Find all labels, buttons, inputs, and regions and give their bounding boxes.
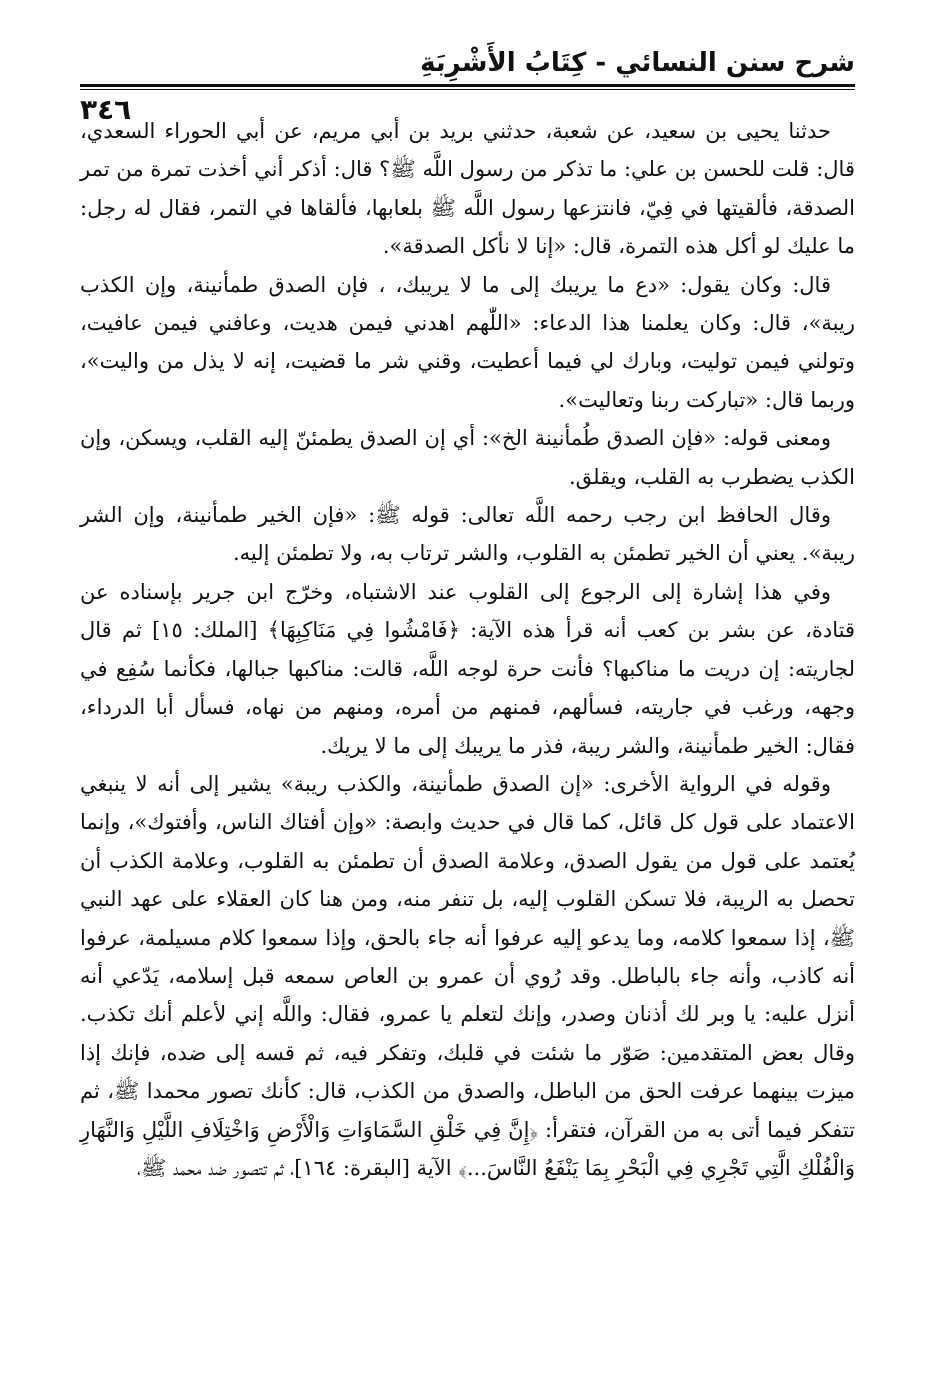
paragraph-dua: قال: وكان يقول: «دع ما يريبك إلى ما لا يريبك، ، فإن الصدق طمأنينة، وإن الكذب ريبة»، قال: وكان يعلمنا هذا الدعاء: «اللّٰهم اهدني فيمن هديت، وعافني فيمن عافيت، وتولني فيمن توليت، وبارك لي فيما أعطيت، وقني شر ما قضيت، إنه لا يذل من واليت»، وربما قال: «تباركت ربنا وتعاليت». <box>80 272 855 412</box>
running-header <box>80 40 855 126</box>
paragraph-other-narration: وقوله في الرواية الأخرى: «إن الصدق طمأنينة، والكذب ريبة» يشير إلى أنه لا ينبغي الاعتماد على قول كل قائل، كما قال في حديث وابصة: «وإن أفتاك الناس، وأفتوك»، وإنما يُعتمد على قول من يقول الصدق، وعلامة الصدق أن تطمئن به القلوب، وعلامة الكذب أن تحصل به الريبة، فلا تسكن القلوب إليه، بل تنفر منه، ومن هنا كان العقلاء على عهد النبي ﷺ، إذا سمعوا كلامه، وما يدعو إليه عرفوا أنه جاء بالحق، وإذا سمعوا كلام مسيلمة، عرفوا أنه كاذب، وأنه جاء بالباطل. وقد رُوي أن عمرو بن العاص سمعه قبل إسلامه، يَدّعي أنه أنزل عليه: يا وبر لك أذنان وصدر، وإنك لتعلم يا عمرو، فقال: واللَّه إني لأعلم أنك تكذب. وقال بعض المتقدمين: صَوّر ما شئت في قلبك، وتفكر فيه، ثم قسه إلى ضده، فإنك إذا ميزت بينهما عرفت الحق من الباطل، والصدق من الكذب، قال: كأنك تصور محمدا ﷺ، ثم تتفكر فيما أتى به من القرآن، فتقرأ: ﴿إِنَّ فِي خَلْقِ السَّمَاوَاتِ وَالْأَرْضِ وَاخْتِلَافِ اللَّيْلِ وَالنَّهَارِ وَالْفُلْكِ الَّتِي تَجْرِي فِي الْبَحْرِ بِمَا يَنْفَعُ النَّاسَ...﴾ الآية [البقرة: ١٦٤]، ثم تتصور ضد محمد ﷺ، <box>80 771 855 1180</box>
header-rule <box>80 84 855 87</box>
paragraph-meaning: ومعنى قوله: «فإن الصدق طُمأنينة الخ»: أي إن الصدق يطمئنّ إليه القلب، ويسكن، وإن الكذب يضطرب به القلب، ويقلق. <box>80 426 855 489</box>
paragraph-ibn-rajab: وقال الحافظ ابن رجب رحمه اللَّه تعالى: قوله ﷺ: «فإن الخير طمأنينة، وإن الشر ريبة». يعني أن الخير تطمئن به القلوب، والشر ترتاب به، ولا تطمئن إليه. <box>80 503 855 566</box>
paragraph-qatada: وفي هذا إشارة إلى الرجوع إلى القلوب عند الاشتباه، وخرّج ابن جرير بإسناده عن قتادة، عن بشر بن كعب أنه قرأ هذه الآية: ﴿فَامْشُوا فِي مَنَاكِبِهَا﴾ [الملك: ١٥] ثم قال لجاريته: إن دريت ما مناكبها؟ فأنت حرة لوجه اللَّه، قالت: مناكبها جبالها، فكأنما سُفِع في وجهه، ورغب في جاريته، فسألهم، فمنهم من أمره، ومنهم من نهاه، فسأل أبا الدرداء، فقال: الخير طمأنينة، والشر ريبة، فذر ما يريبك إلى ما لا يريك. <box>80 579 855 758</box>
paragraph-hadith-chain: حدثنا يحيى بن سعيد، عن شعبة، حدثني بريد بن أبي مريم، عن أبي الحوراء السعدي، قال: قلت للحسن بن علي: ما تذكر من رسول اللَّه ﷺ؟ قال: أذكر أني أخذت تمرة من تمر الصدقة، فألقيتها في فِيّ، فانتزعها رسول اللَّه ﷺ بلعابها، فألقاها في التمر، فقال له رجل: ما عليك لو أكل هذه التمرة، قال: «إنا لا نأكل الصدقة». <box>80 119 855 259</box>
header-title: شرح سنن النسائي - كِتَابُ الأَشْرِبَةِ <box>420 48 855 78</box>
body-text <box>80 112 855 1187</box>
header-rule-thin <box>80 89 855 90</box>
page-number: ٣٤٦ <box>80 93 132 126</box>
